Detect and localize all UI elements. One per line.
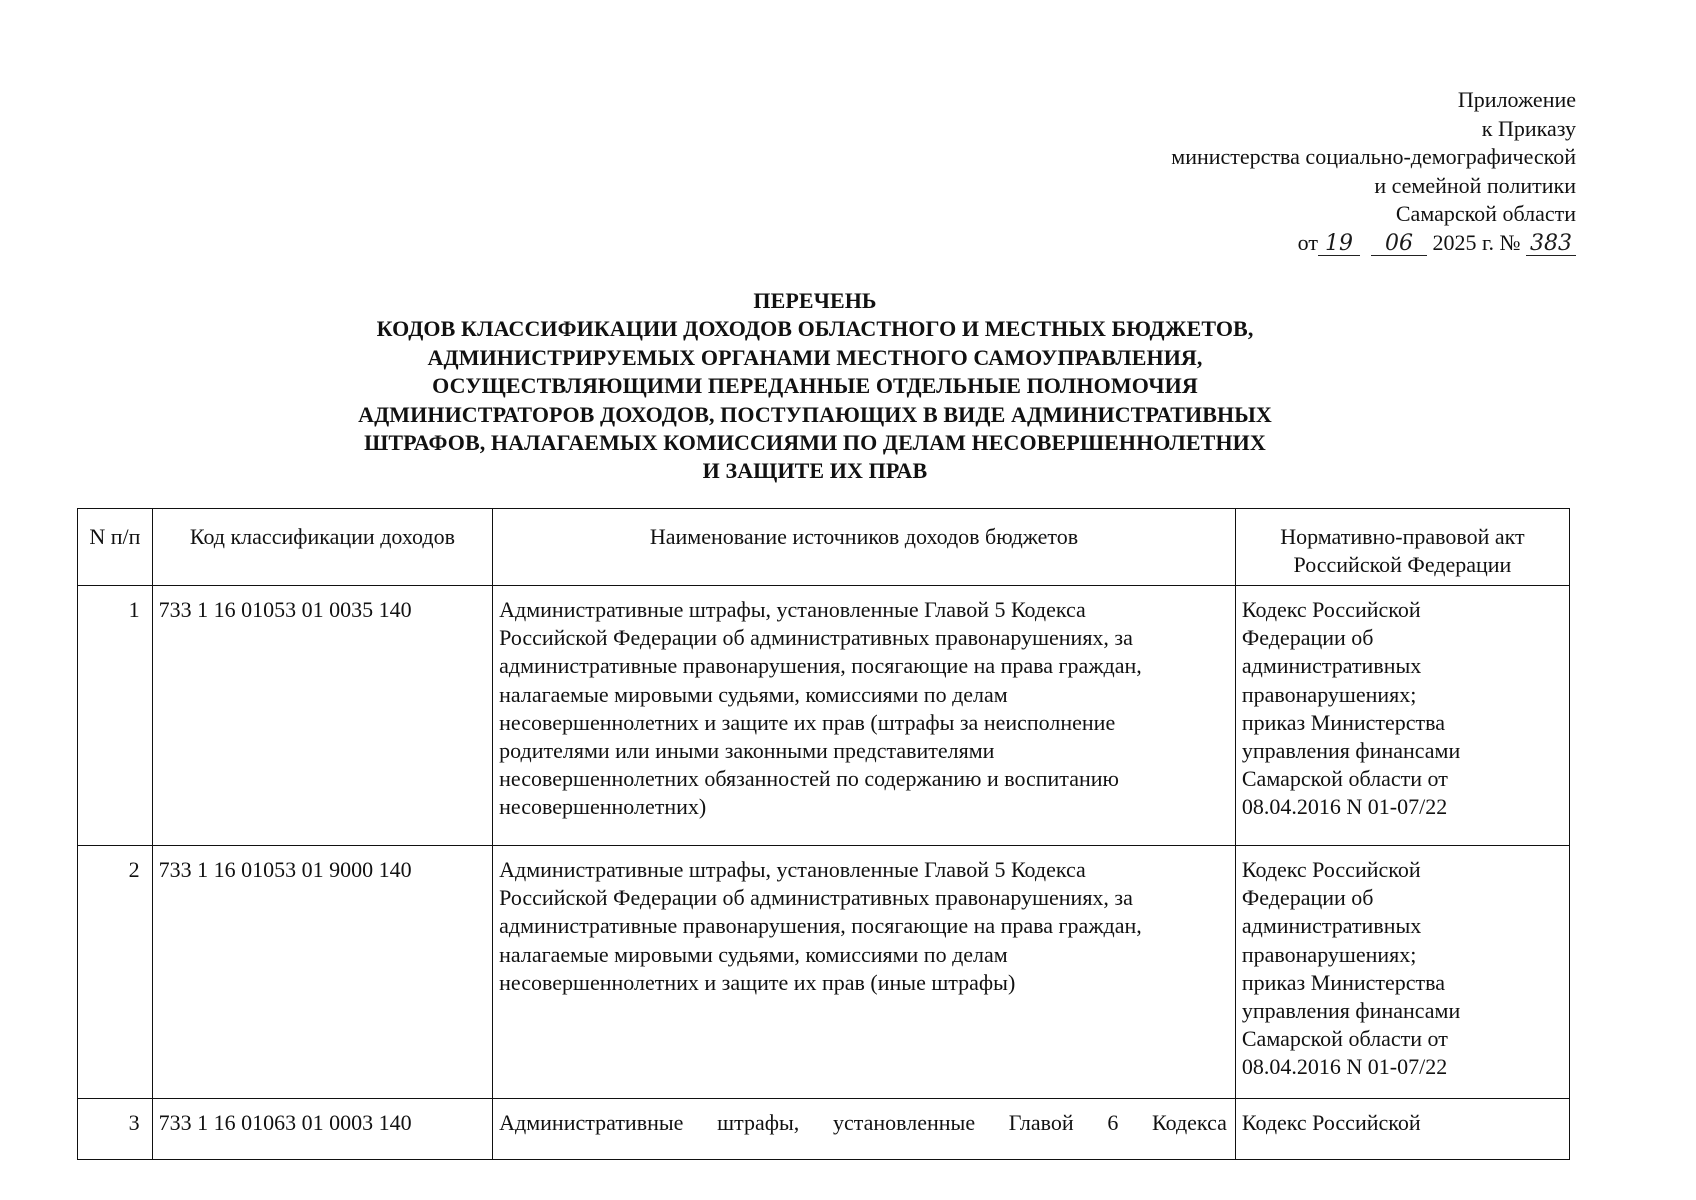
row-name-line: несовершеннолетних и защите их прав (штрафы за неисполнение [499,709,1116,735]
row-name-line: родителями или иными законными представителями [499,738,995,764]
row-act-line: правонарушениях; [1241,681,1417,707]
row-name [493,586,1236,846]
title-line: АДМИНИСТРИРУЕМЫХ ОРГАНАМИ МЕСТНОГО САМОУПРАВЛЕНИЯ, [427,344,1203,370]
row-act-line: управления финансами [1241,738,1461,764]
title-line: АДМИНИСТРАТОРОВ ДОХОДОВ, ПОСТУПАЮЩИХ В ВИДЕ АДМИНИСТРАТИВНЫХ [358,401,1272,427]
row-name-line: налагаемые мировыми судьями, комиссиями по делам [499,941,1008,967]
title-line: ПЕРЕЧЕНЬ [753,288,877,313]
appendix-line: к Приказу [1481,115,1576,141]
table-row [78,1099,1570,1160]
row-name-line: административные правонарушения, посягающие на права граждан, [499,653,1142,679]
row-name [493,846,1236,1099]
row-name-line: несовершеннолетних обязанностей по содержанию и воспитанию [499,766,1119,792]
appendix-line: Самарской области [1395,201,1576,226]
row-act-line: Самарской области от [1241,766,1448,792]
table-row [78,846,1570,1099]
row-act-line: 08.04.2016 N 01-07/22 [1241,794,1448,820]
row-act-line: приказ Министерства [1241,709,1445,735]
row-name-line: Российской Федерации об административных правонарушениях, за [499,625,1133,651]
appendix-line: Приложение [1457,87,1576,112]
order-date-line [1171,229,1576,258]
row-name-line: несовершеннолетних и защите их прав (иные штрафы) [499,969,1016,995]
table-row [78,586,1570,846]
header-code: Код классификации доходов [152,509,492,586]
row-name: Административные штрафы, установленные Главой 6 Кодекса [493,1099,1236,1160]
row-code: 733 1 16 01053 01 0035 140 [152,586,492,846]
row-name-line: Административные штрафы, установленные Главой 5 Кодекса [499,857,1086,882]
appendix-block [1171,86,1576,257]
date-day: 19 [1318,233,1360,256]
header-num: N п/п [78,509,153,586]
header-act-line: Российской Федерации [1293,552,1512,578]
row-num: 3 [78,1099,153,1160]
title-line: И ЗАЩИТЕ ИХ ПРАВ [702,458,928,484]
row-name-line: налагаемые мировыми судьями, комиссиями по делам [499,681,1008,707]
title-line: ШТРАФОВ, НАЛАГАЕМЫХ КОМИССИЯМИ ПО ДЕЛАМ НЕСОВЕРШЕННОЛЕТНИХ [364,430,1266,456]
row-act-line: административных [1241,653,1422,679]
row-act-line: правонарушениях; [1241,941,1417,967]
row-act-line: 08.04.2016 N 01-07/22 [1241,1054,1448,1080]
row-num: 1 [78,586,153,846]
row-name-line: несовершеннолетних) [499,794,707,820]
row-num: 2 [78,846,153,1099]
row-name-line: административные правонарушения, посягающие на права граждан, [499,913,1142,939]
title-line: КОДОВ КЛАССИФИКАЦИИ ДОХОДОВ ОБЛАСТНОГО И МЕСТНЫХ БЮДЖЕТОВ, [376,316,1254,342]
row-code: 733 1 16 01063 01 0003 140 [152,1099,492,1160]
date-prefix: от [1297,229,1318,255]
row-name-line: Административные штрафы, установленные Главой 5 Кодекса [499,597,1086,622]
row-act-line: управления финансами [1241,998,1461,1024]
row-act-line: Федерации об [1241,625,1374,651]
row-act-line: Кодекс Российской [1241,857,1421,882]
row-act-line: приказ Министерства [1241,969,1445,995]
header-act [1235,509,1569,586]
row-act-line: Кодекс Российской [1241,597,1421,622]
document-title [260,287,1370,486]
row-act [1235,846,1569,1099]
income-codes-table [77,508,1570,1160]
title-line: ОСУЩЕСТВЛЯЮЩИМИ ПЕРЕДАННЫЕ ОТДЕЛЬНЫЕ ПОЛНОМОЧИЯ [432,373,1198,399]
row-act [1235,586,1569,846]
row-act-line: Самарской области от [1241,1026,1448,1052]
date-month: 06 [1371,233,1427,256]
row-name-line: Российской Федерации об административных правонарушениях, за [499,885,1133,911]
row-act-line: Федерации об [1241,885,1374,911]
header-name: Наименование источников доходов бюджетов [493,509,1236,586]
header-act-line: Нормативно-правовой акт [1280,524,1525,549]
row-act-line: административных [1241,913,1422,939]
appendix-line: министерства социально-демографической [1171,144,1576,169]
order-number: 383 [1526,233,1576,256]
row-code: 733 1 16 01053 01 9000 140 [152,846,492,1099]
appendix-line: и семейной политики [1374,172,1576,198]
date-year: 2025 г. № [1432,229,1521,255]
table-header-row [78,509,1570,586]
row-act: Кодекс Российской [1235,1099,1569,1160]
